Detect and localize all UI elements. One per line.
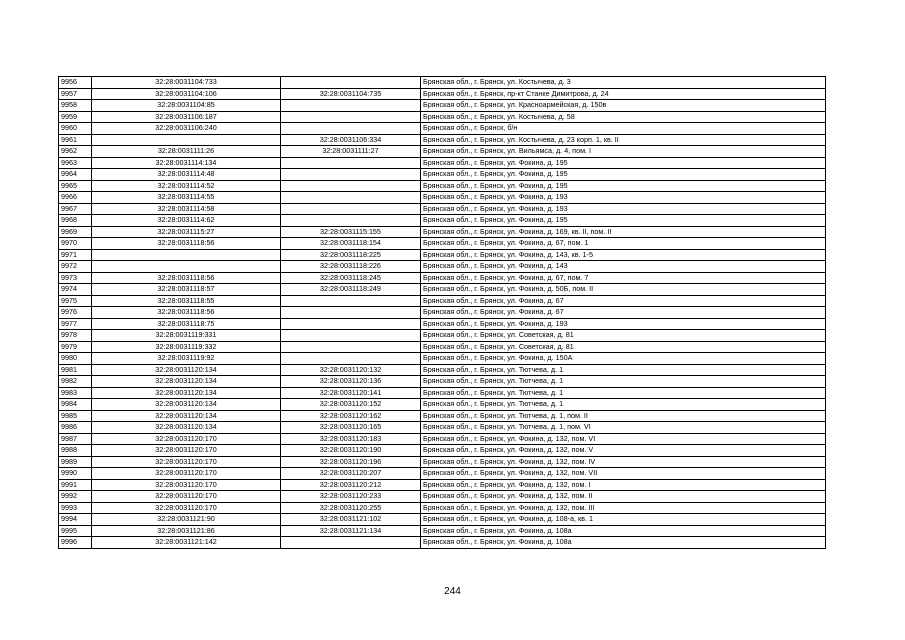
related-number-cell: 32:28:0031118:225 bbox=[281, 249, 421, 261]
table-row bbox=[59, 468, 826, 480]
cadastral-number-cell: 32:28:0031120:134 bbox=[92, 422, 281, 434]
table-row bbox=[59, 341, 826, 353]
cadastral-number-cell: 32:28:0031118:56 bbox=[92, 272, 281, 284]
row-number-cell: 9988 bbox=[59, 445, 92, 457]
cadastral-number-cell: 32:28:0031118:56 bbox=[92, 238, 281, 250]
row-number-cell: 9975 bbox=[59, 295, 92, 307]
cadastral-number-cell: 32:28:0031104:733 bbox=[92, 77, 281, 89]
cadastral-number-cell: 32:28:0031119:332 bbox=[92, 341, 281, 353]
table-row bbox=[59, 387, 826, 399]
cadastral-number-cell: 32:28:0031106:187 bbox=[92, 111, 281, 123]
table-row bbox=[59, 215, 826, 227]
related-number-cell bbox=[281, 295, 421, 307]
table-row bbox=[59, 261, 826, 273]
cadastral-number-cell: 32:28:0031120:170 bbox=[92, 502, 281, 514]
row-number-cell: 9980 bbox=[59, 353, 92, 365]
address-cell: Брянская обл., г. Брянск, ул. Фокина, д. 108-а, кв. 1 bbox=[421, 514, 826, 526]
related-number-cell: 32:28:0031120:183 bbox=[281, 433, 421, 445]
table-row bbox=[59, 376, 826, 388]
address-cell: Брянская обл., г. Брянск, ул. Фокина, д. 132, пом. I bbox=[421, 479, 826, 491]
related-number-cell: 32:28:0031120:207 bbox=[281, 468, 421, 480]
address-cell: Брянская обл., г. Брянск, ул. Фокина, д. 169, кв. II, пом. II bbox=[421, 226, 826, 238]
table-row bbox=[59, 88, 826, 100]
address-cell: Брянская обл., г. Брянск, ул. Красноармейская, д. 150в bbox=[421, 100, 826, 112]
row-number-cell: 9971 bbox=[59, 249, 92, 261]
cadastral-number-cell: 32:28:0031118:56 bbox=[92, 307, 281, 319]
related-number-cell: 32:28:0031120:165 bbox=[281, 422, 421, 434]
cadastral-number-cell: 32:28:0031120:170 bbox=[92, 491, 281, 503]
related-number-cell: 32:28:0031118:249 bbox=[281, 284, 421, 296]
row-number-cell: 9992 bbox=[59, 491, 92, 503]
cadastral-number-cell: 32:28:0031119:331 bbox=[92, 330, 281, 342]
address-cell: Брянская обл., г. Брянск, ул. Фокина, д. 195 bbox=[421, 157, 826, 169]
row-number-cell: 9994 bbox=[59, 514, 92, 526]
row-number-cell: 9973 bbox=[59, 272, 92, 284]
related-number-cell: 32:28:0031120:136 bbox=[281, 376, 421, 388]
address-cell: Брянская обл., г. Брянск, ул. Тютчева, д. 1 bbox=[421, 376, 826, 388]
page-number: 244 bbox=[444, 586, 461, 597]
table-row bbox=[59, 77, 826, 89]
row-number-cell: 9995 bbox=[59, 525, 92, 537]
table-row bbox=[59, 169, 826, 181]
row-number-cell: 9957 bbox=[59, 88, 92, 100]
row-number-cell: 9968 bbox=[59, 215, 92, 227]
cadastral-number-cell: 32:28:0031120:170 bbox=[92, 456, 281, 468]
related-number-cell: 32:28:0031115:155 bbox=[281, 226, 421, 238]
records-table bbox=[58, 76, 826, 549]
related-number-cell bbox=[281, 353, 421, 365]
related-number-cell bbox=[281, 77, 421, 89]
related-number-cell bbox=[281, 157, 421, 169]
cadastral-number-cell: 32:28:0031119:92 bbox=[92, 353, 281, 365]
cadastral-number-cell: 32:28:0031104:106 bbox=[92, 88, 281, 100]
related-number-cell bbox=[281, 180, 421, 192]
row-number-cell: 9974 bbox=[59, 284, 92, 296]
table-row bbox=[59, 433, 826, 445]
cadastral-number-cell bbox=[92, 261, 281, 273]
cadastral-number-cell: 32:28:0031114:55 bbox=[92, 192, 281, 204]
address-cell: Брянская обл., г. Брянск, ул. Фокина, д. 108а bbox=[421, 525, 826, 537]
related-number-cell bbox=[281, 203, 421, 215]
row-number-cell: 9987 bbox=[59, 433, 92, 445]
row-number-cell: 9978 bbox=[59, 330, 92, 342]
table-row bbox=[59, 203, 826, 215]
table-row bbox=[59, 491, 826, 503]
row-number-cell: 9961 bbox=[59, 134, 92, 146]
cadastral-number-cell: 32:28:0031118:75 bbox=[92, 318, 281, 330]
table-row bbox=[59, 353, 826, 365]
table-row bbox=[59, 238, 826, 250]
cadastral-number-cell: 32:28:0031114:48 bbox=[92, 169, 281, 181]
table-row bbox=[59, 192, 826, 204]
address-cell: Брянская обл., г. Брянск, ул. Фокина, д. 132, пом. III bbox=[421, 502, 826, 514]
address-cell: Брянская обл., г. Брянск, ул. Советская, д. 81 bbox=[421, 330, 826, 342]
table-row bbox=[59, 123, 826, 135]
related-number-cell bbox=[281, 537, 421, 549]
table-row bbox=[59, 111, 826, 123]
address-cell: Брянская обл., г. Брянск, ул. Фокина, д. 195 bbox=[421, 169, 826, 181]
address-cell: Брянская обл., г. Брянск, ул. Костычева, д. 3 bbox=[421, 77, 826, 89]
cadastral-number-cell: 32:28:0031121:86 bbox=[92, 525, 281, 537]
address-cell: Брянская обл., г. Брянск, ул. Фокина, д. 132, пом. IV bbox=[421, 456, 826, 468]
cadastral-number-cell: 32:28:0031115:27 bbox=[92, 226, 281, 238]
related-number-cell: 32:28:0031121:102 bbox=[281, 514, 421, 526]
row-number-cell: 9964 bbox=[59, 169, 92, 181]
row-number-cell: 9962 bbox=[59, 146, 92, 158]
address-cell: Брянская обл., г. Брянск, ул. Тютчева, д. 1, пом. II bbox=[421, 410, 826, 422]
row-number-cell: 9960 bbox=[59, 123, 92, 135]
address-cell: Брянская обл., г. Брянск, ул. Костычева, д. 23 корп. 1, кв. II bbox=[421, 134, 826, 146]
row-number-cell: 9993 bbox=[59, 502, 92, 514]
row-number-cell: 9958 bbox=[59, 100, 92, 112]
related-number-cell: 32:28:0031118:245 bbox=[281, 272, 421, 284]
cadastral-number-cell: 32:28:0031118:55 bbox=[92, 295, 281, 307]
related-number-cell: 32:28:0031120:196 bbox=[281, 456, 421, 468]
related-number-cell: 32:28:0031106:334 bbox=[281, 134, 421, 146]
address-cell: Брянская обл., г. Брянск, ул. Фокина, д. 132, пом. II bbox=[421, 491, 826, 503]
address-cell: Брянская обл., г. Брянск, ул. Вильямса, д. 4, пом. I bbox=[421, 146, 826, 158]
cadastral-number-cell: 32:28:0031121:90 bbox=[92, 514, 281, 526]
related-number-cell bbox=[281, 341, 421, 353]
table-row bbox=[59, 157, 826, 169]
cadastral-number-cell: 32:28:0031120:134 bbox=[92, 387, 281, 399]
table-row bbox=[59, 272, 826, 284]
cadastral-number-cell: 32:28:0031104:85 bbox=[92, 100, 281, 112]
row-number-cell: 9969 bbox=[59, 226, 92, 238]
address-cell: Брянская обл., г. Брянск, ул. Фокина, д. 193 bbox=[421, 318, 826, 330]
related-number-cell: 32:28:0031120:212 bbox=[281, 479, 421, 491]
related-number-cell: 32:28:0031120:132 bbox=[281, 364, 421, 376]
related-number-cell bbox=[281, 100, 421, 112]
related-number-cell bbox=[281, 123, 421, 135]
related-number-cell: 32:28:0031111:27 bbox=[281, 146, 421, 158]
table-row bbox=[59, 295, 826, 307]
related-number-cell bbox=[281, 169, 421, 181]
table-row bbox=[59, 422, 826, 434]
address-cell: Брянская обл., г. Брянск, ул. Фокина, д. 132, пом. V bbox=[421, 445, 826, 457]
row-number-cell: 9977 bbox=[59, 318, 92, 330]
cadastral-number-cell: 32:28:0031114:62 bbox=[92, 215, 281, 227]
table-row bbox=[59, 537, 826, 549]
table-row bbox=[59, 399, 826, 411]
table-row bbox=[59, 146, 826, 158]
table-row bbox=[59, 249, 826, 261]
cadastral-number-cell: 32:28:0031120:134 bbox=[92, 376, 281, 388]
row-number-cell: 9979 bbox=[59, 341, 92, 353]
cadastral-number-cell: 32:28:0031120:134 bbox=[92, 410, 281, 422]
row-number-cell: 9983 bbox=[59, 387, 92, 399]
address-cell: Брянская обл., г. Брянск, ул. Фокина, д. 132, пом. VI bbox=[421, 433, 826, 445]
related-number-cell bbox=[281, 111, 421, 123]
related-number-cell: 32:28:0031120:162 bbox=[281, 410, 421, 422]
address-cell: Брянская обл., г. Брянск, ул. Советская, д. 81 bbox=[421, 341, 826, 353]
address-cell: Брянская обл., г. Брянск, ул. Фокина, д. 195 bbox=[421, 215, 826, 227]
address-cell: Брянская обл., г. Брянск, ул. Фокина, д. 143, кв. 1-5 bbox=[421, 249, 826, 261]
address-cell: Брянская обл., г. Брянск, пр-кт Станке Димитрова, д. 24 bbox=[421, 88, 826, 100]
row-number-cell: 9967 bbox=[59, 203, 92, 215]
table-row bbox=[59, 134, 826, 146]
cadastral-number-cell: 32:28:0031114:134 bbox=[92, 157, 281, 169]
related-number-cell: 32:28:0031118:154 bbox=[281, 238, 421, 250]
cadastral-number-cell: 32:28:0031121:142 bbox=[92, 537, 281, 549]
table-row bbox=[59, 180, 826, 192]
address-cell: Брянская обл., г. Брянск, ул. Тютчева, д. 1 bbox=[421, 364, 826, 376]
table-row bbox=[59, 456, 826, 468]
row-number-cell: 9956 bbox=[59, 77, 92, 89]
table-row bbox=[59, 364, 826, 376]
address-cell: Брянская обл., г. Брянск, ул. Тютчева, д. 1 bbox=[421, 387, 826, 399]
related-number-cell: 32:28:0031104:735 bbox=[281, 88, 421, 100]
row-number-cell: 9963 bbox=[59, 157, 92, 169]
address-cell: Брянская обл., г. Брянск, ул. Фокина, д. 50Б, пом. II bbox=[421, 284, 826, 296]
row-number-cell: 9970 bbox=[59, 238, 92, 250]
row-number-cell: 9990 bbox=[59, 468, 92, 480]
related-number-cell: 32:28:0031120:233 bbox=[281, 491, 421, 503]
cadastral-number-cell: 32:28:0031111:26 bbox=[92, 146, 281, 158]
cadastral-number-cell: 32:28:0031120:134 bbox=[92, 399, 281, 411]
table-row bbox=[59, 502, 826, 514]
cadastral-number-cell: 32:28:0031106:240 bbox=[92, 123, 281, 135]
cadastral-number-cell: 32:28:0031120:170 bbox=[92, 433, 281, 445]
cadastral-number-cell: 32:28:0031118:57 bbox=[92, 284, 281, 296]
related-number-cell: 32:28:0031118:226 bbox=[281, 261, 421, 273]
row-number-cell: 9972 bbox=[59, 261, 92, 273]
related-number-cell bbox=[281, 215, 421, 227]
row-number-cell: 9959 bbox=[59, 111, 92, 123]
cadastral-number-cell: 32:28:0031120:170 bbox=[92, 479, 281, 491]
address-cell: Брянская обл., г. Брянск, ул. Фокина, д. 67 bbox=[421, 307, 826, 319]
table-row bbox=[59, 284, 826, 296]
row-number-cell: 9965 bbox=[59, 180, 92, 192]
table-row bbox=[59, 410, 826, 422]
row-number-cell: 9991 bbox=[59, 479, 92, 491]
cadastral-number-cell: 32:28:0031120:170 bbox=[92, 468, 281, 480]
table-row bbox=[59, 226, 826, 238]
address-cell: Брянская обл., г. Брянск, ул. Фокина, д. 195 bbox=[421, 180, 826, 192]
table-row bbox=[59, 479, 826, 491]
related-number-cell bbox=[281, 318, 421, 330]
address-cell: Брянская обл., г. Брянск, ул. Тютчева, д. 1 bbox=[421, 399, 826, 411]
row-number-cell: 9985 bbox=[59, 410, 92, 422]
cadastral-number-cell: 32:28:0031114:52 bbox=[92, 180, 281, 192]
table-row bbox=[59, 100, 826, 112]
row-number-cell: 9986 bbox=[59, 422, 92, 434]
address-cell: Брянская обл., г. Брянск, ул. Фокина, д. 67, пом. 7 bbox=[421, 272, 826, 284]
address-cell: Брянская обл., г. Брянск, ул. Фокина, д. 150А bbox=[421, 353, 826, 365]
cadastral-number-cell: 32:28:0031120:134 bbox=[92, 364, 281, 376]
table-row bbox=[59, 330, 826, 342]
table-row bbox=[59, 514, 826, 526]
address-cell: Брянская обл., г. Брянск, ул. Тютчева, д. 1, пом. VI bbox=[421, 422, 826, 434]
cadastral-number-cell: 32:28:0031120:170 bbox=[92, 445, 281, 457]
related-number-cell: 32:28:0031120:255 bbox=[281, 502, 421, 514]
row-number-cell: 9981 bbox=[59, 364, 92, 376]
cadastral-number-cell bbox=[92, 134, 281, 146]
address-cell: Брянская обл., г. Брянск, ул. Фокина, д. 67, пом. 1 bbox=[421, 238, 826, 250]
related-number-cell bbox=[281, 307, 421, 319]
related-number-cell: 32:28:0031120:141 bbox=[281, 387, 421, 399]
records-table-body bbox=[59, 77, 826, 549]
address-cell: Брянская обл., г. Брянск, ул. Фокина, д. 193 bbox=[421, 192, 826, 204]
cadastral-number-cell bbox=[92, 249, 281, 261]
table-row bbox=[59, 318, 826, 330]
row-number-cell: 9996 bbox=[59, 537, 92, 549]
related-number-cell bbox=[281, 192, 421, 204]
row-number-cell: 9966 bbox=[59, 192, 92, 204]
related-number-cell: 32:28:0031120:190 bbox=[281, 445, 421, 457]
related-number-cell bbox=[281, 330, 421, 342]
table-row bbox=[59, 307, 826, 319]
related-number-cell: 32:28:0031120:152 bbox=[281, 399, 421, 411]
row-number-cell: 9984 bbox=[59, 399, 92, 411]
row-number-cell: 9982 bbox=[59, 376, 92, 388]
address-cell: Брянская обл., г. Брянск, ул. Фокина, д. 132, пом. VII bbox=[421, 468, 826, 480]
row-number-cell: 9989 bbox=[59, 456, 92, 468]
address-cell: Брянская обл., г. Брянск, ул. Костычева, д. 58 bbox=[421, 111, 826, 123]
table-row bbox=[59, 445, 826, 457]
address-cell: Брянская обл., г. Брянск, ул. Фокина, д. 67 bbox=[421, 295, 826, 307]
address-cell: Брянская обл., г. Брянск, ул. Фокина, д. 108а bbox=[421, 537, 826, 549]
address-cell: Брянская обл., г. Брянск, ул. Фокина, д. 143 bbox=[421, 261, 826, 273]
row-number-cell: 9976 bbox=[59, 307, 92, 319]
table-row bbox=[59, 525, 826, 537]
address-cell: Брянская обл., г. Брянск, б/н bbox=[421, 123, 826, 135]
address-cell: Брянская обл., г. Брянск, ул. Фокина, д. 193 bbox=[421, 203, 826, 215]
related-number-cell: 32:28:0031121:134 bbox=[281, 525, 421, 537]
cadastral-number-cell: 32:28:0031114:58 bbox=[92, 203, 281, 215]
